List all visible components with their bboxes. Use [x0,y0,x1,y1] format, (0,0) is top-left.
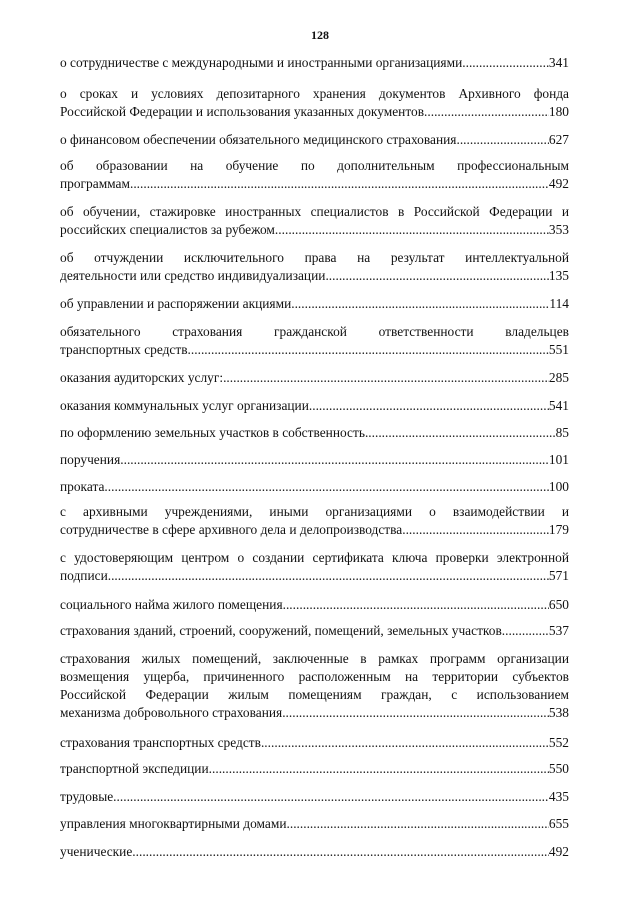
entry-text: трудовые [60,789,114,804]
index-entry [60,788,569,806]
entry-text: сотрудничестве в сфере архивного дела и делопроизводства [60,522,403,537]
entry-last-line [60,567,569,585]
entry-text: о сотрудничестве с международными и иностранными организациями [60,55,463,70]
entry-last-line [60,424,569,442]
entry-text-line: об обучении, стажировке иностранных специалистов в Российской Федерации и [60,204,569,219]
entry-last-line [60,451,569,469]
entry-last-line [60,734,569,752]
entry-text-line: о сроках и условиях депозитарного хранения документов Архивного фонда [60,86,569,101]
dot-leader [325,267,548,285]
dot-leader [402,521,549,539]
index-entry [60,424,569,442]
entry-text-line: с удостоверяющим центром о создании сертификата ключа проверки электронной [60,550,569,565]
index-entry [60,85,569,121]
entry-text: страхования транспортных средств [60,735,261,750]
entry-text: управления многоквартирными домами [60,816,287,831]
entry-text: транспортной экспедиции [60,761,209,776]
dot-leader [261,734,549,752]
index-entry [60,295,569,313]
entry-page-number: 551 [548,342,569,357]
entry-text: оказания коммунальных услуг организации [60,398,309,413]
dot-leader [291,295,549,313]
dot-leader [505,622,549,640]
entry-last-line [60,521,569,539]
entry-page-number: 135 [548,268,569,283]
dot-leader [462,54,549,72]
entry-page-number: 85 [555,425,569,440]
entry-text-line: Российской Федерации жилым помещениям граждан, с использованием [60,687,569,702]
dot-leader [309,397,549,415]
entry-text: об управлении и распоряжении акциями [60,296,292,311]
entry-page-number: 114 [549,296,569,311]
index-entry [60,596,569,614]
entry-page-number: 353 [548,222,569,237]
entry-last-line [60,221,569,239]
entry-page-number: 285 [548,370,569,385]
entry-last-line [60,341,569,359]
entry-text-line: страхования жилых помещений, заключенные в рамках программ организации [60,651,569,666]
entry-text: страхования зданий, строений, сооружений, помещений, земельных участков. [60,623,506,638]
dot-leader [287,815,549,833]
entry-text: о финансовом обеспечении обязательного медицинского страхования [60,132,457,147]
index-entry [60,131,569,149]
index-entry [60,369,569,387]
dot-leader [209,760,549,778]
index-entry [60,734,569,752]
dot-leader [283,596,549,614]
entry-page-number: 341 [548,55,569,70]
dot-leader [130,175,549,193]
entry-page-number: 435 [548,789,569,804]
entry-text-line: обязательного страхования гражданской ответственности владельцев [60,324,569,339]
index-entry [60,549,569,585]
index-entry [60,478,569,496]
entry-page-number: 180 [548,104,569,119]
entry-text: ученические [60,844,133,859]
entry-text-line: возмещения ущерба, причиненного расположенным на территории субъектов [60,669,569,684]
entry-last-line [60,596,569,614]
dot-leader [104,478,548,496]
entry-page-number: 492 [548,844,569,859]
dot-leader [424,103,549,121]
entry-page-number: 552 [548,735,569,750]
index-entry [60,650,569,722]
entry-last-line [60,704,569,722]
entry-text: социального найма жилого помещения [60,597,283,612]
entry-last-line [60,103,569,121]
dot-leader [108,567,549,585]
index-entry [60,397,569,415]
index-entry [60,249,569,285]
entry-text: подписи [60,568,108,583]
entry-last-line [60,622,569,640]
entry-last-line [60,54,569,72]
index-entry [60,843,569,861]
entry-page-number: 179 [548,522,569,537]
entry-text-line: об отчуждении исключительного права на результат интеллектуальной [60,250,569,265]
dot-leader [132,843,549,861]
entry-last-line [60,397,569,415]
entry-page-number: 492 [548,176,569,191]
entry-text: поручения [60,452,121,467]
index-entry [60,54,569,72]
entry-text: программам [60,176,130,191]
dot-leader [120,451,549,469]
index-entry [60,622,569,640]
entry-text: по оформлению земельных участков в собственность [60,425,365,440]
entry-last-line [60,788,569,806]
index-entry [60,760,569,778]
entry-page-number: 538 [548,705,569,720]
dot-leader [188,341,549,359]
entry-last-line [60,131,569,149]
page-number: 128 [311,28,329,42]
entry-page-number: 537 [548,623,569,638]
entry-last-line [60,295,569,313]
entry-text: проката [60,479,105,494]
entry-text: Российской Федерации и использования указанных документов [60,104,425,119]
entry-page-number: 655 [548,816,569,831]
index-entry [60,815,569,833]
entry-last-line [60,478,569,496]
dot-leader [365,424,556,442]
entry-last-line [60,267,569,285]
entry-text-line: с архивными учреждениями, иными организациями о взаимодействии и [60,504,569,519]
entry-page-number: 627 [548,132,569,147]
entry-text: транспортных средств [60,342,188,357]
entry-page-number: 101 [548,452,569,467]
entry-text: оказания аудиторских услуг: [60,370,224,385]
dot-leader [223,369,549,387]
entry-last-line [60,843,569,861]
entry-text: механизма добровольного страхования [60,705,283,720]
dot-leader [282,704,549,722]
entry-last-line [60,760,569,778]
index-entry [60,157,569,193]
dot-leader [275,221,549,239]
index-entry [60,503,569,539]
entry-page-number: 100 [548,479,569,494]
index-entry [60,203,569,239]
index-entry [60,323,569,359]
entry-last-line [60,369,569,387]
dot-leader [113,788,549,806]
entry-last-line [60,815,569,833]
entry-text: российских специалистов за рубежом [60,222,275,237]
entry-page-number: 650 [548,597,569,612]
index-entry [60,451,569,469]
entry-text-line: об образовании на обучение по дополнительным профессиональным [60,158,569,173]
entry-text: деятельности или средство индивидуализации [60,268,326,283]
dot-leader [456,131,548,149]
entry-page-number: 550 [548,761,569,776]
entry-last-line [60,175,569,193]
entry-page-number: 571 [548,568,569,583]
entry-page-number: 541 [548,398,569,413]
